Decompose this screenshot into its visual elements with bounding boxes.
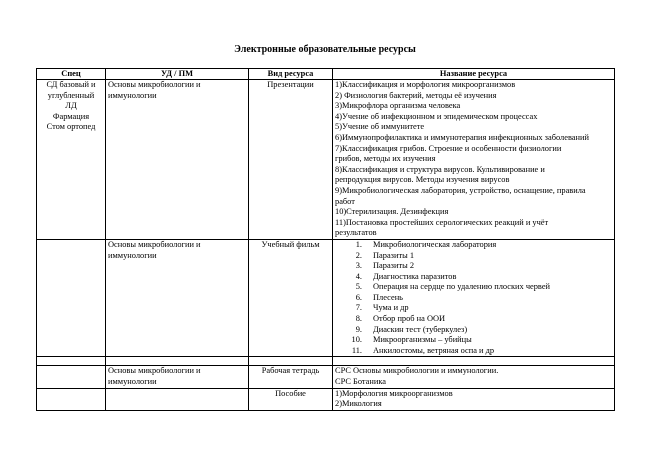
resource-item: 3)Микрофлора организма человека	[335, 101, 461, 111]
subject-cell	[106, 388, 249, 410]
list-item: 9. Диаскин тест (туберкулез)	[355, 324, 468, 334]
resource-item: 6)Иммунопрофилактика и иммунотерапия инфекционных заболеваний	[335, 132, 589, 142]
resource-item: 7)Классификация грибов. Строение и особенности физиологии	[335, 143, 562, 153]
resource-item: 9)Микробиологическая лаборатория, устройство, оснащение, правила	[335, 185, 586, 195]
subject-cell: Основы микробиологии и иммунологии	[106, 239, 249, 357]
list-item: 5. Операция на сердце по удалению плоских червей	[355, 282, 551, 292]
list-item: 6. Плесень	[355, 292, 403, 302]
resource-item: 8)Классификация и структура вирусов. Культивирование и	[335, 164, 545, 174]
resource-item: 11)Постановка простейших серологических реакций и учёт	[335, 217, 549, 227]
list-item: 8. Отбор проб на ООИ	[355, 314, 446, 324]
resource-item: 2) Физиология бактерий, методы её изучения	[335, 90, 497, 100]
list-item: 3. Паразиты 2	[355, 261, 415, 271]
list-item: 11. Анкилостомы, ветряная оспа и др	[351, 345, 495, 355]
list-item: 1. Микробиологическая лаборатория	[355, 239, 497, 249]
name-cell	[333, 366, 615, 388]
empty-cell	[333, 357, 615, 366]
resource-item: 2)Микология	[335, 399, 382, 409]
resource-item: грибов, методы их изучения	[335, 154, 436, 164]
page-title: Электронные образовательные ресурсы	[234, 44, 416, 55]
name-cell	[333, 388, 615, 410]
resource-item: 5)Учение об иммунитете	[335, 122, 425, 132]
spec-line: ЛД	[65, 101, 77, 111]
list-item: 2. Паразиты 1	[355, 250, 415, 260]
type-cell: Презентации	[249, 80, 333, 240]
spec-line: Стом ортопед	[46, 122, 96, 132]
header-name: Название ресурса	[333, 69, 615, 80]
resource-item: СРС Ботаника	[335, 377, 387, 387]
subject-cell: Основы микробиологии и иммунологии	[106, 366, 249, 388]
resource-item: 4)Учение об инфекционном и эпидемическом процессах	[335, 111, 538, 121]
name-cell	[333, 239, 615, 357]
type-cell: Учебный фильм	[249, 239, 333, 357]
resource-item: 1)Морфология микроорганизмов	[335, 388, 453, 398]
resource-item: СРС Основы микробиологии и иммунологии.	[335, 366, 499, 376]
header-type: Вид ресурса	[249, 69, 333, 80]
film-list	[351, 240, 612, 357]
empty-cell	[37, 357, 106, 366]
spec-cell	[37, 388, 106, 410]
header-ud-pm: УД / ПМ	[106, 69, 249, 80]
list-item: 4. Диагностика паразитов	[355, 271, 457, 281]
resource-item: 10)Стерилизация. Дезинфекция	[335, 207, 449, 217]
empty-row	[37, 357, 615, 366]
spec-line: Фармация	[52, 111, 90, 121]
resources-table	[36, 68, 615, 411]
list-item: 10. Микроорганизмы – убийцы	[351, 335, 472, 345]
spec-cell	[37, 239, 106, 357]
resource-item: работ	[335, 196, 355, 206]
type-cell: Рабочая тетрадь	[249, 366, 333, 388]
resource-item: 1)Классификация и морфология микроорганизмов	[335, 80, 516, 89]
type-cell: Пособие	[249, 388, 333, 410]
resource-item: результатов	[335, 228, 377, 238]
table-row	[37, 366, 615, 388]
empty-cell	[106, 357, 249, 366]
empty-cell	[249, 357, 333, 366]
table-row	[37, 388, 615, 410]
spec-cell	[37, 366, 106, 388]
spec-cell	[37, 80, 106, 240]
header-spec: Спец	[37, 69, 106, 80]
table-header-row	[37, 69, 615, 80]
table-row	[37, 239, 615, 357]
subject-cell: Основы микробиологии и иммунологии	[106, 80, 249, 240]
table-row	[37, 80, 615, 240]
resource-item: репродукция вирусов. Методы изучения вирусов	[335, 175, 510, 185]
spec-line: СД базовый и	[46, 80, 96, 89]
spec-line: углубленный	[47, 90, 95, 100]
name-cell	[333, 80, 615, 240]
list-item: 7. Чума и др	[355, 303, 409, 313]
